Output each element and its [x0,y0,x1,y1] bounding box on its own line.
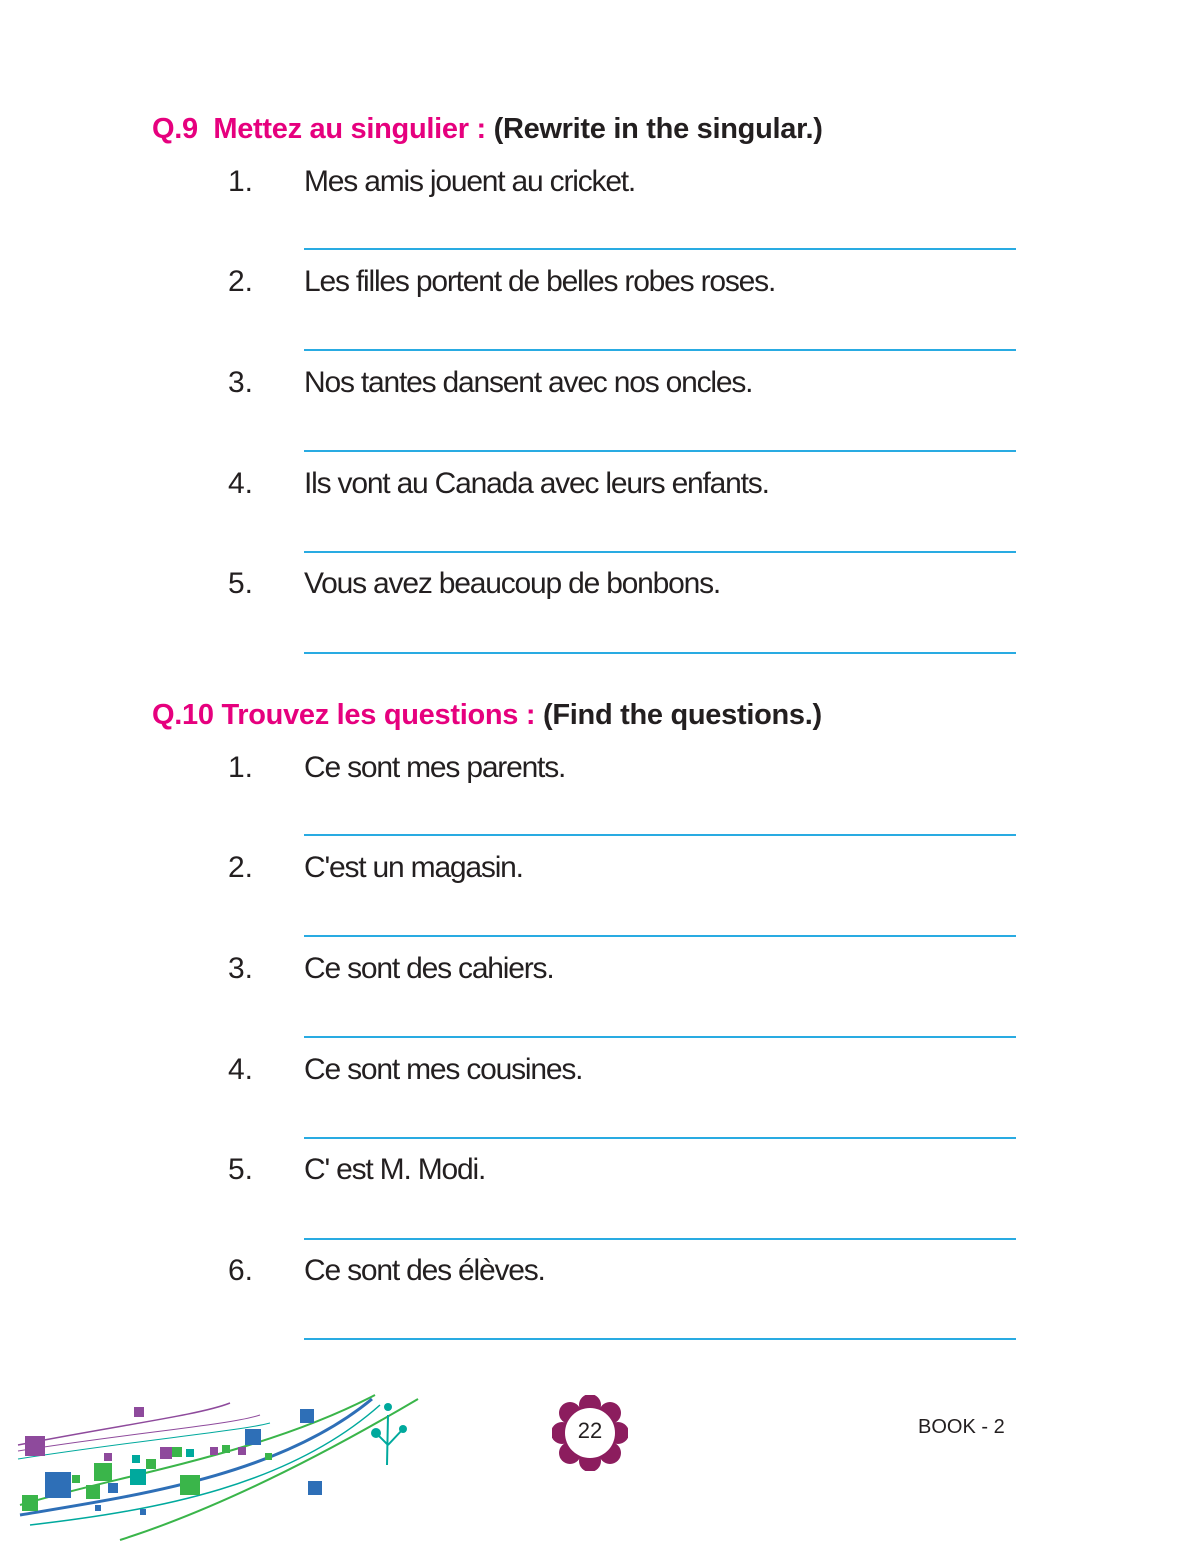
q9-item-2-text: Les filles portent de belles robes roses. [304,265,776,298]
q9-item-5-number: 5. [228,567,254,600]
q9-item-5-text: Vous avez beaucoup de bonbons. [304,567,721,600]
q10-title-fr: Trouvez les questions : [221,699,536,731]
page-number: 22 [577,1418,603,1443]
q9-label: Q.9 [152,113,198,145]
q9-title-fr: Mettez au singulier : [213,113,486,145]
q10-item-5-text: C' est M. Modi. [304,1153,486,1186]
q10-item-3-number: 3. [228,952,254,985]
q10-item-6-answer-line[interactable] [304,1338,1016,1340]
q10-item-4-number: 4. [228,1053,254,1086]
q10-item-1-text: Ce sont mes parents. [304,751,566,784]
q10-item-2-answer-line[interactable] [304,935,1016,937]
q9-heading [152,113,823,146]
q10-heading [152,699,822,732]
q10-item-2-text: C'est un magasin. [304,851,523,884]
q10-label: Q.10 [152,699,214,731]
q9-item-2-number: 2. [228,265,254,298]
q10-item-3-answer-line[interactable] [304,1036,1016,1038]
q10-item-2-number: 2. [228,851,254,884]
q9-item-2-answer-line[interactable] [304,349,1016,351]
book-label: BOOK - 2 [918,1416,1005,1438]
q10-item-6-number: 6. [228,1254,254,1287]
q9-item-3-number: 3. [228,366,254,399]
q10-item-1-answer-line[interactable] [304,834,1016,836]
q9-item-4-number: 4. [228,467,254,500]
q10-item-6-text: Ce sont des élèves. [304,1254,545,1287]
wave-squares-icon [0,1385,430,1545]
q10-item-1-number: 1. [228,751,254,784]
q10-item-3-text: Ce sont des cahiers. [304,952,554,985]
q9-item-4-answer-line[interactable] [304,551,1016,553]
q10-item-4-answer-line[interactable] [304,1137,1016,1139]
q9-item-1-number: 1. [228,165,254,198]
q9-item-4-text: Ils vont au Canada avec leurs enfants. [304,467,769,500]
q9-item-1-text: Mes amis jouent au cricket. [304,165,636,198]
q10-item-5-number: 5. [228,1153,254,1186]
q9-item-3-text: Nos tantes dansent avec nos oncles. [304,366,753,399]
q9-item-3-answer-line[interactable] [304,450,1016,452]
q9-item-1-answer-line[interactable] [304,248,1016,250]
q9-item-5-answer-line[interactable] [304,652,1016,654]
q9-title-en: (Rewrite in the singular.) [493,113,823,145]
q10-item-5-answer-line[interactable] [304,1238,1016,1240]
q10-item-4-text: Ce sont mes cousines. [304,1053,583,1086]
q10-title-en: (Find the questions.) [543,699,822,731]
